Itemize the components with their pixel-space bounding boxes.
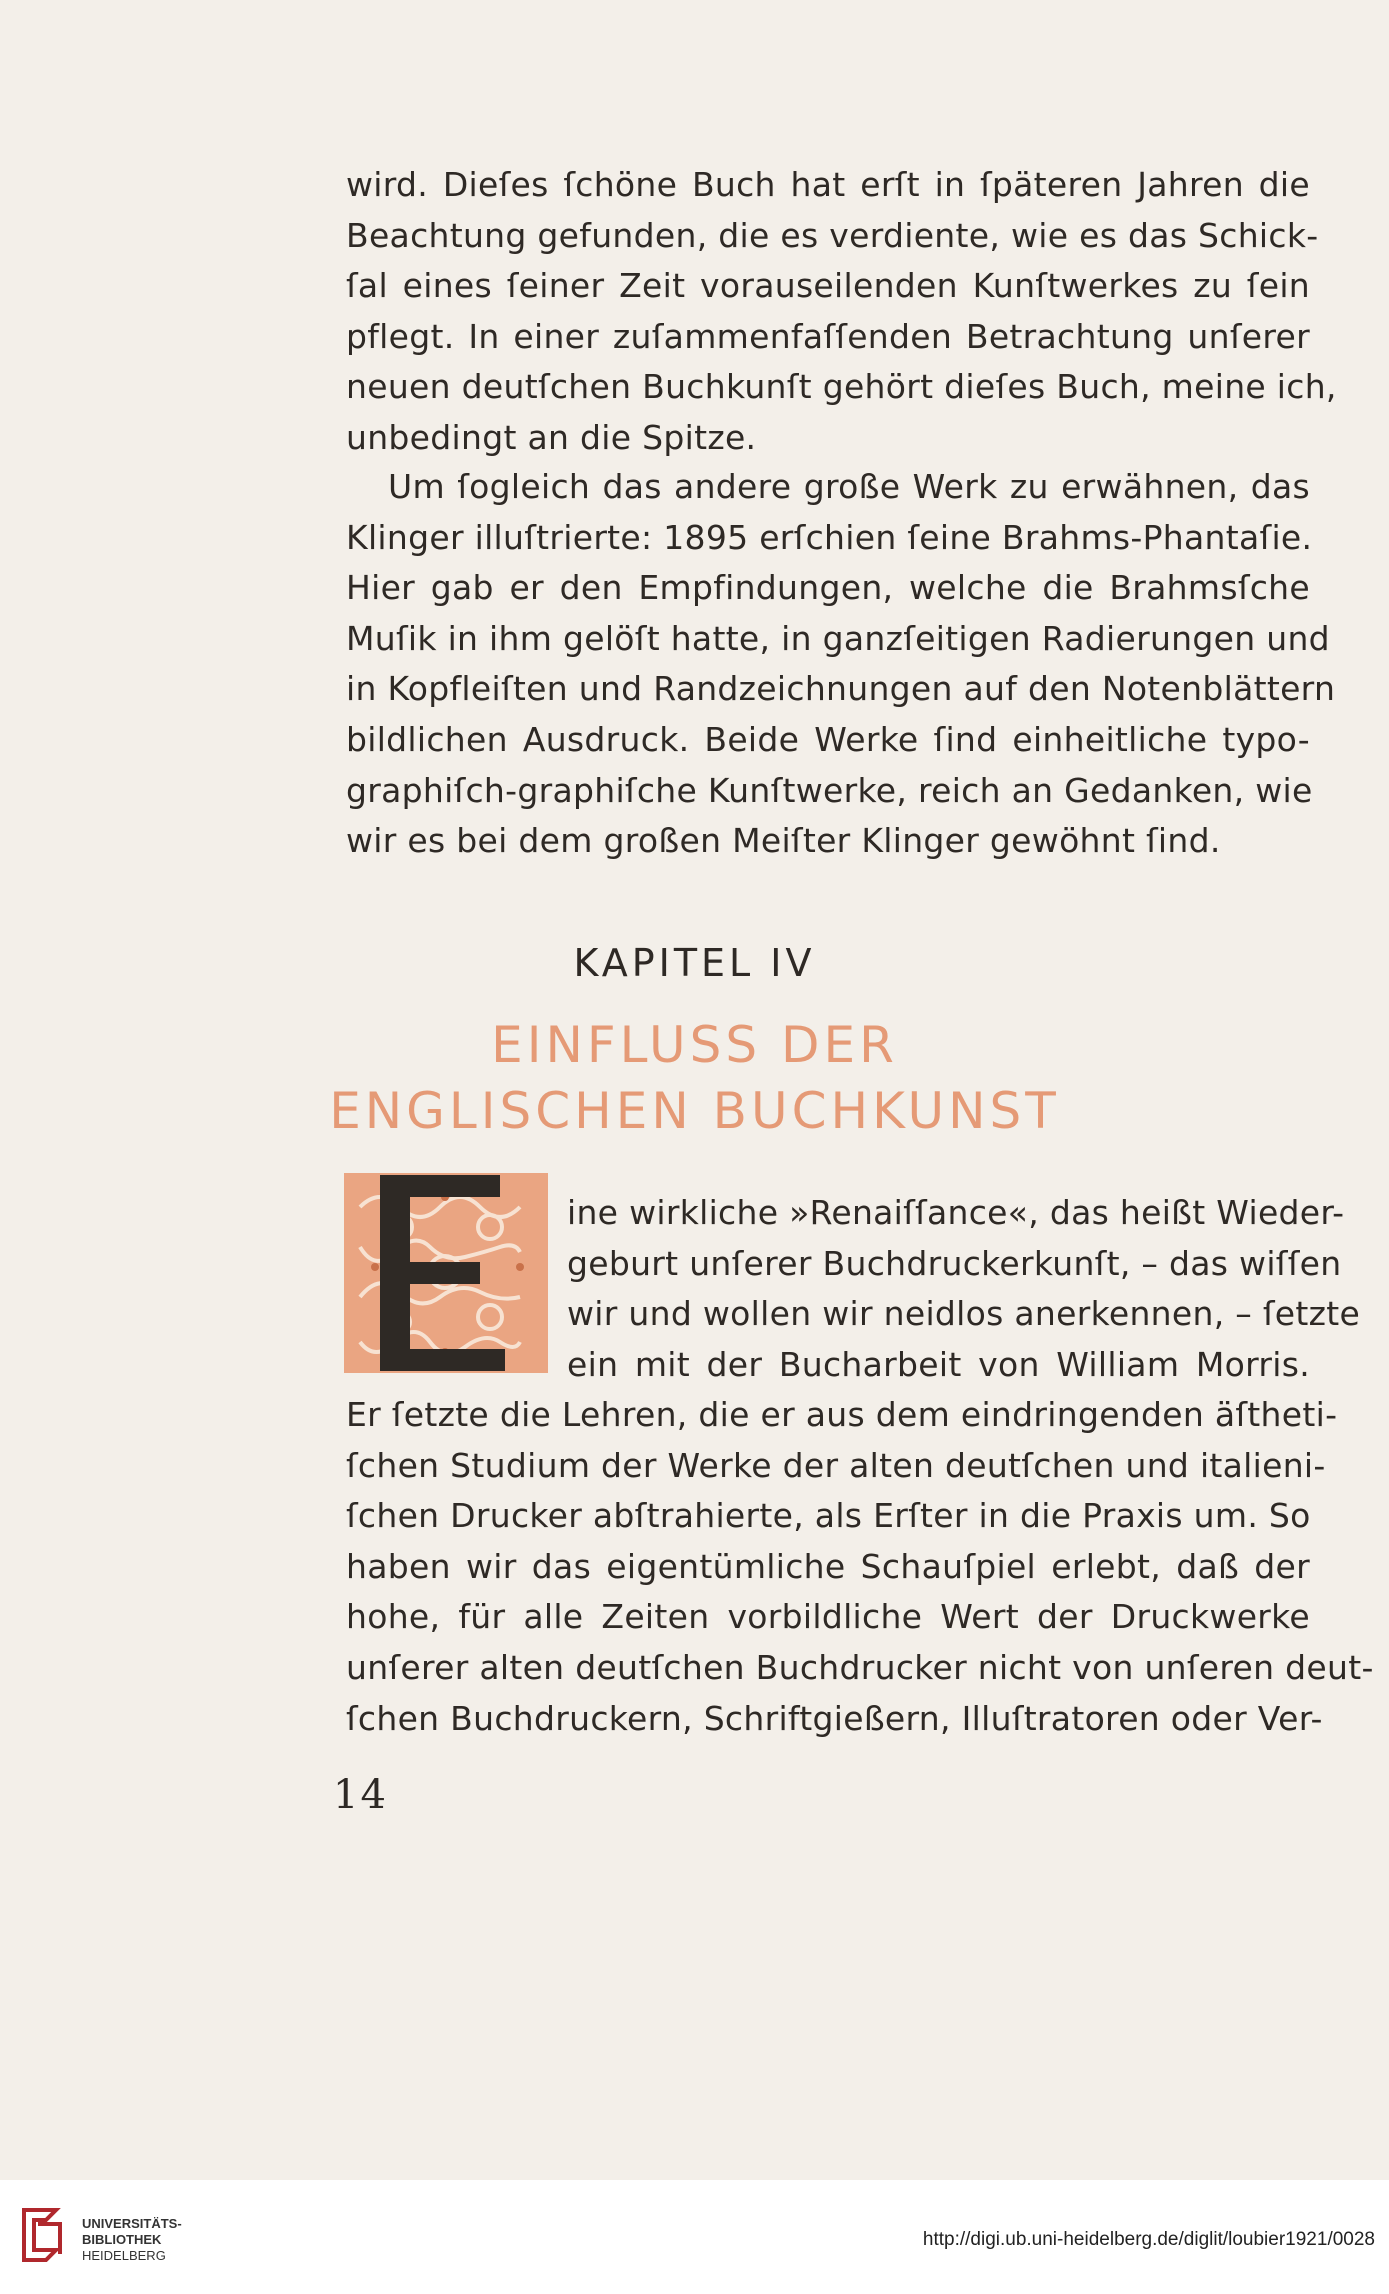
text-line: ein mit der Bucharbeit von William Morris. bbox=[567, 1344, 1310, 1384]
text-line: geburt unſerer Buchdruckerkunſt, – das wiſſen bbox=[567, 1243, 1342, 1283]
text-line: unſerer alten deutſchen Buchdrucker nicht von unſeren deut- bbox=[346, 1647, 1374, 1687]
text-line: graphiſch-graphiſche Kunſtwerke, reich an Gedanken, wie bbox=[346, 770, 1313, 810]
text-line: neuen deutſchen Buchkunſt gehört dieſes Buch, meine ich, bbox=[346, 367, 1337, 407]
paragraph-3-beside-cap bbox=[567, 1188, 1361, 1390]
text-line: Um ſogleich das andere große Werk zu erwähnen, das bbox=[388, 467, 1310, 506]
institution-line: UNIVERSITÄTS- bbox=[82, 2216, 182, 2231]
text-line: bildlichen Ausdruck. Beide Werke ſind einheitliche typo- bbox=[346, 719, 1310, 759]
text-line: in Kopfleiſten und Randzeichnungen auf den Notenblättern bbox=[346, 669, 1336, 709]
text-line: Beachtung gefunden, die es verdiente, wie es das Schick- bbox=[346, 215, 1319, 255]
chapter-title-line-2: ENGLISCHEN BUCHKUNST bbox=[329, 1082, 1060, 1140]
text-line: Klinger illuſtrierte: 1895 erſchien ſeine Brahms-Phantaſie. bbox=[346, 517, 1313, 557]
text-line: Muſik in ihm gelöſt hatte, in ganzſeitigen Radierungen und bbox=[346, 618, 1330, 658]
text-line: hohe, für alle Zeiten vorbildliche Wert der Druckwerke bbox=[346, 1597, 1310, 1637]
text-line: Hier gab er den Empfindungen, welche die Brahmsſche bbox=[346, 568, 1310, 608]
paragraph-3 bbox=[346, 1390, 1374, 1744]
institution-name bbox=[82, 2216, 182, 2264]
text-line: ſal eines ſeiner Zeit vorauseilenden Kunſtwerkes zu ſein bbox=[346, 266, 1310, 306]
text-line: ine wirkliche »Renaiſſance«, das heißt Wieder- bbox=[567, 1193, 1345, 1232]
footer-bar bbox=[0, 2180, 1389, 2294]
ub-heidelberg-logo-icon[interactable] bbox=[16, 2204, 68, 2266]
text-line: pflegt. In einer zuſammenfaſſenden Betrachtung unſerer bbox=[346, 316, 1310, 356]
text-line: haben wir das eigentümliche Schauſpiel erlebt, daß der bbox=[346, 1546, 1310, 1586]
chapter-title-line-1: EINFLUSS DER bbox=[491, 1016, 898, 1074]
institution-line: HEIDELBERG bbox=[82, 2248, 166, 2263]
chapter-label: KAPITEL IV bbox=[573, 941, 816, 985]
ornamental-drop-cap bbox=[340, 1167, 552, 1379]
text-line: ſchen Drucker abſtrahierte, als Erſter in die Praxis um. So bbox=[346, 1496, 1311, 1536]
text-line: wird. Dieſes ſchöne Buch hat erſt in ſpäteren Jahren die bbox=[346, 165, 1310, 204]
text-line: ſchen Buchdruckern, Schriftgießern, Illuſtratoren oder Ver- bbox=[346, 1698, 1323, 1738]
permalink-url[interactable]: http://digi.ub.uni-heidelberg.de/diglit/loubier1921/0028 bbox=[922, 2229, 1375, 2250]
text-line: wir und wollen wir neidlos anerkennen, – ſetzte bbox=[567, 1294, 1361, 1334]
text-line: unbedingt an die Spitze. bbox=[346, 417, 757, 457]
paragraph-2 bbox=[346, 462, 1336, 867]
text-line: ſchen Studium der Werke der alten deutſchen und italieni- bbox=[346, 1445, 1326, 1485]
text-line: wir es bei dem großen Meiſter Klinger gewöhnt ſind. bbox=[346, 821, 1221, 861]
text-line: Er ſetzte die Lehren, die er aus dem eindringenden äſtheti- bbox=[346, 1395, 1338, 1434]
page-number: 14 bbox=[333, 1772, 388, 1818]
institution-line: BIBLIOTHEK bbox=[82, 2232, 162, 2247]
paragraph-1 bbox=[346, 160, 1337, 464]
